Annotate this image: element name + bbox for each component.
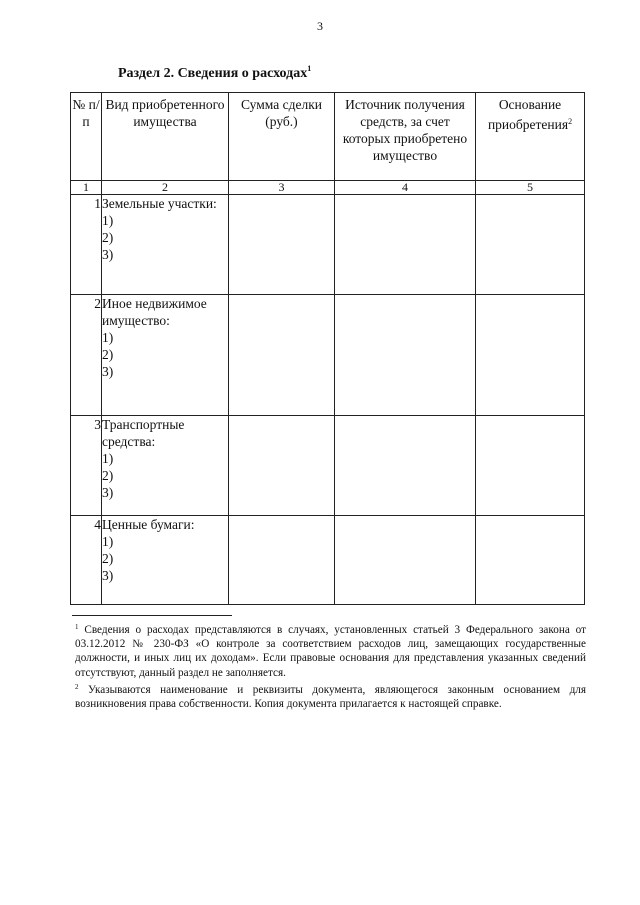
- footnotes: [75, 620, 586, 711]
- list-item: 1): [102, 213, 114, 228]
- list-item: 3): [102, 568, 114, 583]
- table-row: [71, 295, 585, 416]
- column-number: 4: [335, 181, 476, 195]
- funds-source-cell[interactable]: [335, 295, 476, 416]
- section-title-text: Раздел 2. Сведения о расходах: [118, 66, 308, 81]
- property-kind-label: Земельные участки:: [102, 196, 217, 211]
- header-acquisition-basis: [476, 93, 585, 181]
- footnote-text: Сведения о расходах представляются в случаях, установленных статьей 3 Федерального закона от 03.12.2012 № 230-ФЗ «О контроле за соответствием расходов лиц, замещающих государственные должности, и иных лиц их доходам». Если правовые основания для представления указанных сведений отсутствуют, данный раздел не заполняется.: [75, 624, 587, 679]
- row-index: 2: [71, 295, 102, 416]
- list-item: 3): [102, 364, 114, 379]
- list-item: 2): [102, 551, 114, 566]
- list-item: 3): [102, 485, 114, 500]
- deal-amount-cell[interactable]: [229, 516, 335, 605]
- list-item: 3): [102, 247, 114, 262]
- footnote-2: [75, 680, 586, 711]
- deal-amount-cell[interactable]: [229, 195, 335, 295]
- acquisition-basis-cell[interactable]: [476, 295, 585, 416]
- footnote-ref-2: 2: [568, 117, 573, 126]
- property-kind-label: Иное недвижимое имущество:: [102, 296, 207, 328]
- column-number: 1: [71, 181, 102, 195]
- footnote-mark: 1: [75, 623, 79, 631]
- header-number: № п/п: [71, 93, 102, 181]
- footnote-1: [75, 620, 586, 680]
- table-row: [71, 195, 585, 295]
- funds-source-cell[interactable]: [335, 416, 476, 516]
- list-item: 2): [102, 468, 114, 483]
- row-index: 1: [71, 195, 102, 295]
- table-row: [71, 516, 585, 605]
- column-number: 3: [229, 181, 335, 195]
- row-index: 3: [71, 416, 102, 516]
- table-header-row: [71, 93, 585, 181]
- header-funds-source: Источник получения средств, за счет которых приобретено имущество: [335, 93, 476, 181]
- footnote-mark: 2: [75, 682, 79, 691]
- property-kind-label: Транспортные средства:: [102, 417, 185, 449]
- header-deal-amount: Сумма сделки (руб.): [229, 93, 335, 181]
- property-kind-label: Ценные бумаги:: [102, 517, 195, 532]
- footnote-ref-1: 1: [307, 64, 312, 73]
- header-property-kind: Вид приобретенного имущества: [102, 93, 229, 181]
- deal-amount-cell[interactable]: [229, 416, 335, 516]
- property-kind-cell: [102, 516, 229, 605]
- acquisition-basis-cell[interactable]: [476, 516, 585, 605]
- list-item: 1): [102, 451, 114, 466]
- list-item: 1): [102, 534, 114, 549]
- property-kind-cell: [102, 295, 229, 416]
- section-title: [118, 64, 311, 82]
- funds-source-cell[interactable]: [335, 516, 476, 605]
- column-number: 2: [102, 181, 229, 195]
- footnote-divider: [72, 615, 232, 616]
- table-row: [71, 416, 585, 516]
- list-item: 2): [102, 230, 114, 245]
- acquisition-basis-cell[interactable]: [476, 416, 585, 516]
- property-kind-cell: [102, 195, 229, 295]
- column-number: 5: [476, 181, 585, 195]
- header-acquisition-basis-text: Основание приобретения: [487, 97, 569, 132]
- expenses-table: [70, 92, 585, 605]
- acquisition-basis-cell[interactable]: [476, 195, 585, 295]
- funds-source-cell[interactable]: [335, 195, 476, 295]
- footnote-text: Указываются наименование и реквизиты документа, являющегося законным основанием для возникновения права собственности. Копия документа прилагается к настоящей справке.: [75, 683, 587, 711]
- property-kind-cell: [102, 416, 229, 516]
- list-item: 2): [102, 347, 114, 362]
- deal-amount-cell[interactable]: [229, 295, 335, 416]
- page-number: 3: [317, 19, 323, 33]
- list-item: 1): [102, 330, 114, 345]
- row-index: 4: [71, 516, 102, 605]
- column-numbers-row: [71, 181, 585, 195]
